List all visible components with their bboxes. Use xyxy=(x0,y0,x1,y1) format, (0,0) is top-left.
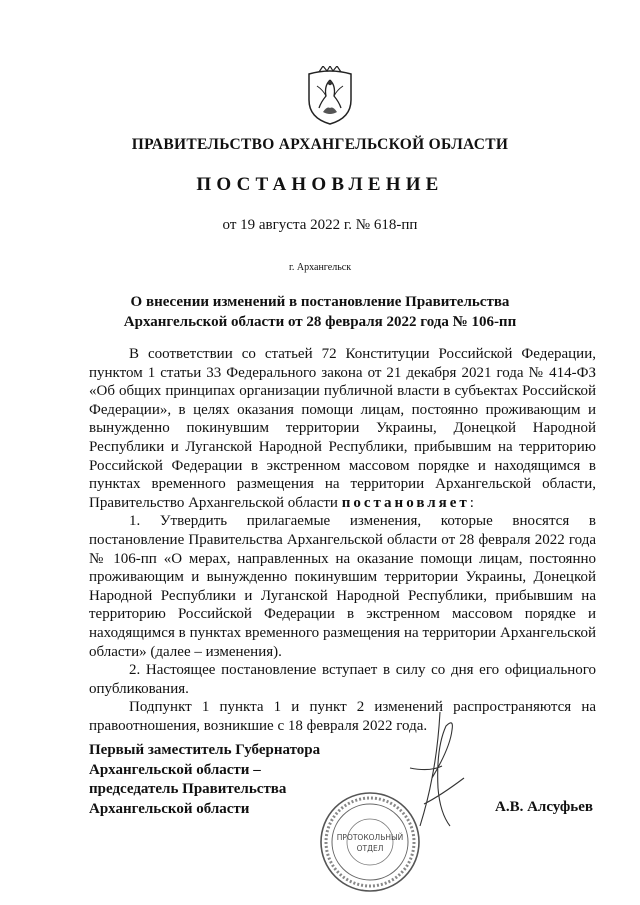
coat-of-arms-icon xyxy=(305,66,355,126)
organization-name: ПРАВИТЕЛЬСТВО АРХАНГЕЛЬСКОЙ ОБЛАСТИ xyxy=(131,136,509,153)
title-line: Архангельской области от 28 февраля 2022 года № 106-пп xyxy=(123,314,517,330)
stamp-text: ПРОТОКОЛЬНЫЙ xyxy=(336,833,404,842)
body-paragraph: Подпункт 1 пункта 1 и пункт 2 изменений распространяются на правоотношения, возникшие с 18 февраля 2022 года. xyxy=(89,699,596,734)
document-date-number: от 19 августа 2022 г. № 618-пп xyxy=(222,217,418,233)
body-paragraph: 2. Настоящее постановление вступает в силу со дня его официального опубликования. xyxy=(89,662,596,697)
document-title xyxy=(60,292,580,332)
signatory-name: А.В. Алсуфьев xyxy=(495,799,593,815)
position-line: председатель Правительства xyxy=(89,781,287,797)
document-body xyxy=(89,345,596,735)
document-city: г. Архангельск xyxy=(288,262,352,273)
body-paragraph xyxy=(89,345,596,512)
body-paragraph: 1. Утвердить прилагаемые изменения, которые вносятся в постановление Правительства Архангельской области от 28 февраля 2022 года № 106-пп «О мерах, направленных на оказание помощи лицам, постоянно проживающим и вынужденно покинувшим территории Украины, Донецкой Народной Республики и Луганской Народной Республики, прибывшим на территорию Российской Федерации в экстренном массовом порядке и находящимся в пунктах временного размещения на территории Архангельской области» (далее – изменения). xyxy=(89,513,596,660)
signatory-position xyxy=(89,741,320,819)
position-line: Архангельской области – xyxy=(89,761,261,778)
paragraph-punctuation: : xyxy=(469,494,474,511)
official-stamp xyxy=(318,790,423,895)
document-type: ПОСТАНОВЛЕНИЕ xyxy=(196,174,444,195)
title-line: О внесении изменений в постановление Правительства xyxy=(130,294,510,310)
resolution-keyword: постановляет xyxy=(341,494,470,511)
stamp-text: ОТДЕЛ xyxy=(356,844,384,853)
position-line: Первый заместитель Губернатора xyxy=(89,742,321,758)
paragraph-text: В соответствии со статьей 72 Конституции Российской Федерации, пунктом 1 статьи 33 Федерального закона от 21 декабря 2021 года № 414-ФЗ «Об общих принципах организации публичной власти в субъектах Российской Федерации», в целях оказания помощи лицам, постоянно проживающим и вынужденно покинувшим территории Украины, Донецкой Народной Республики и Луганской Народной Республики, прибывшим на территорию Российской Федерации в экстренном массовом порядке и находящимся в пунктах временного размещения на территории Архангельской области, Правительство Архангельской области xyxy=(89,346,596,511)
position-line: Архангельской области xyxy=(89,800,250,817)
